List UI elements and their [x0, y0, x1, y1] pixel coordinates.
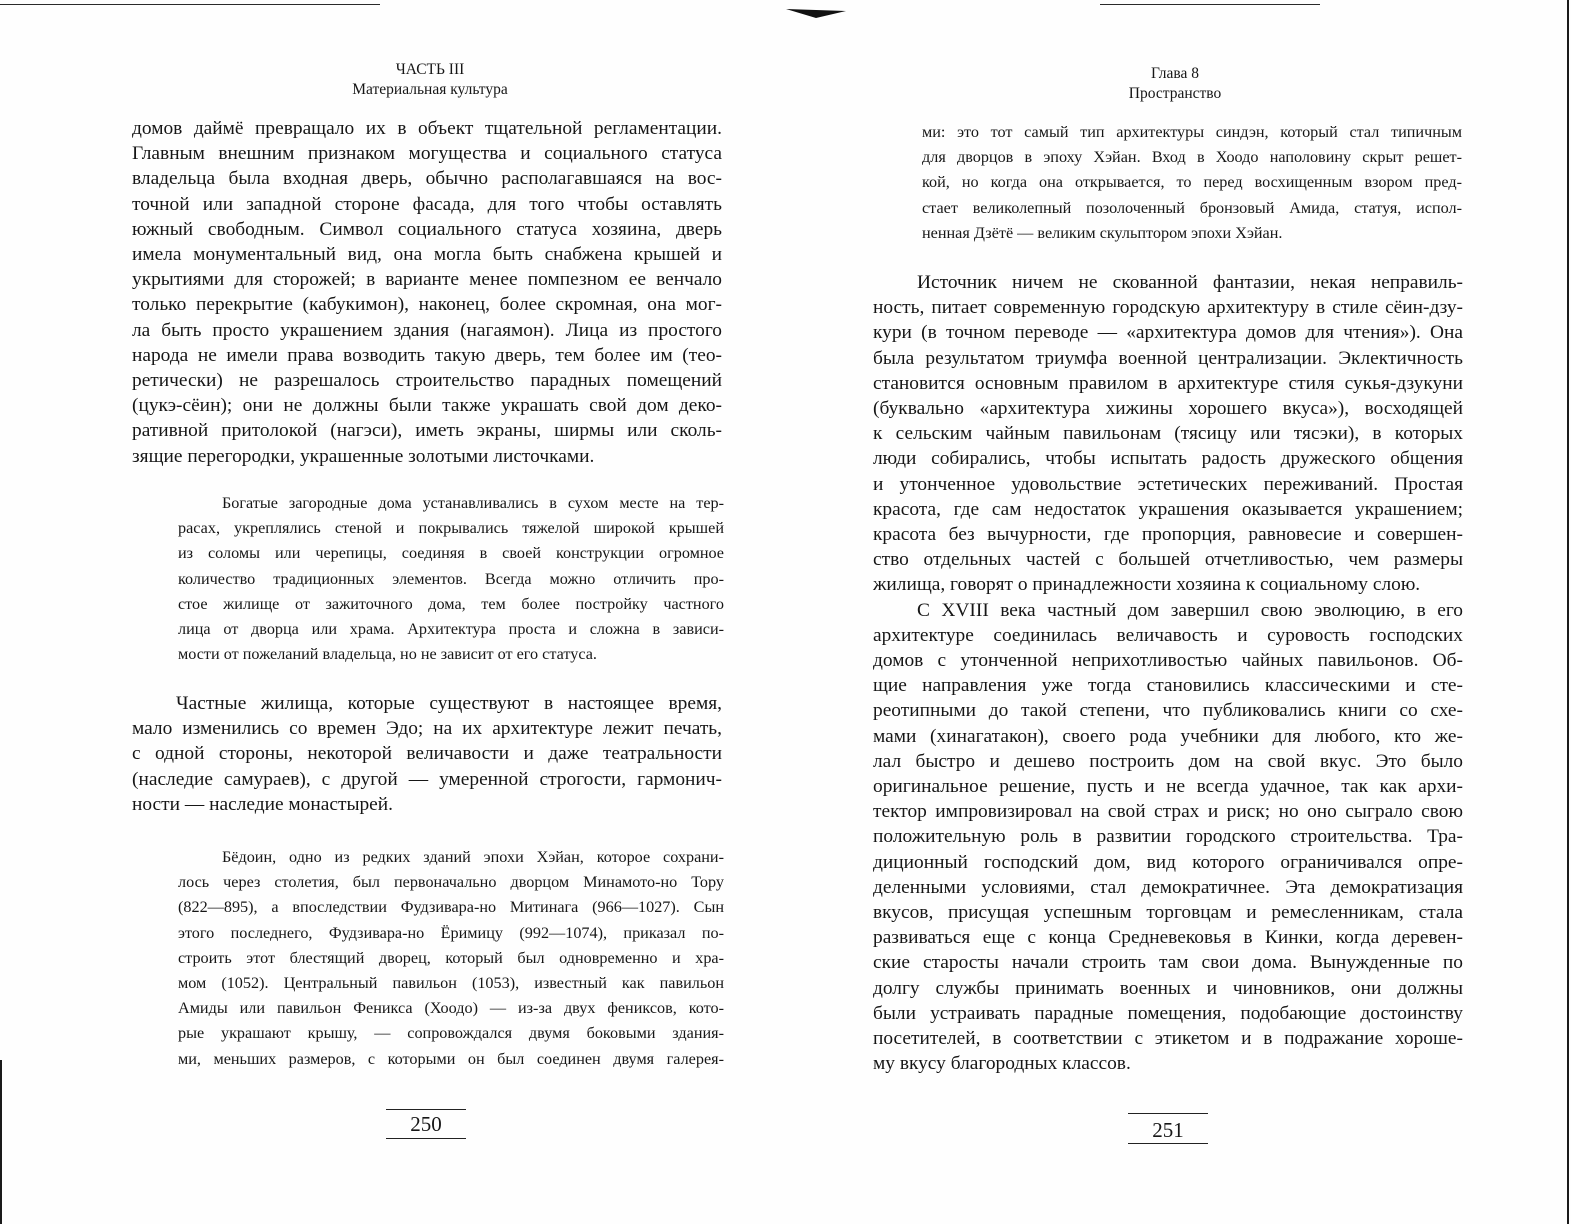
text-line: му вкусу благородных классов. [873, 1053, 1131, 1075]
inset-paragraph [922, 120, 1462, 246]
text-line: этого последнего, Фудзивара-но Ёримицу (992—1074), приказал по- [178, 923, 724, 942]
page-number-rule [386, 1138, 466, 1139]
text-line: кури (в точном переводе — «архитектура домов для чтения»). Она [873, 322, 1463, 344]
left-page [0, 0, 785, 1224]
text-line: архитектуре соединилась величавость и суровость господских [873, 624, 1463, 646]
text-line: лось через столетия, был первоначально дворцом Минамото-но Тору [178, 873, 724, 892]
text-line: ративной притолокой (нагэси), иметь экраны, ширмы или сколь- [132, 420, 722, 442]
text-line: (822—895), а впоследствии Фудзивара-но Митинага (966—1027). Сын [178, 898, 724, 917]
text-line: мало изменились со времен Эдо; на их архитектуре лежит печать, [132, 718, 722, 740]
text-line: вкусов, присущая успешным торговцам и ремесленникам, стала [873, 902, 1463, 924]
text-line: Частные жилища, которые существуют в настоящее время, [176, 693, 722, 714]
text-line: с одной стороны, некоторой величавости и даже театральности [132, 743, 722, 765]
text-line: положительную роль в развитии городского строительства. Тра- [873, 826, 1463, 848]
text-line: Бёдоин, одно из редких зданий эпохи Хэйан, которое сохрани- [222, 848, 724, 866]
paragraph [873, 270, 1463, 1077]
running-head [330, 60, 530, 100]
page-number-rule [1128, 1113, 1208, 1114]
page-number-rule [386, 1109, 466, 1110]
text-line: для дворцов в эпоху Хэйан. Вход в Хоодо наполовину скрыт решет- [922, 148, 1462, 167]
text-line: Амиды или павильон Феникса (Хоодо) — из-за двух фениксов, кото- [178, 999, 724, 1018]
page-number-rule [1128, 1143, 1208, 1144]
text-line: Богатые загородные дома устанавливались в сухом месте на тер- [222, 494, 724, 512]
text-line: ность, питает современную городскую архитектуру в стиле сёин-дзу- [873, 297, 1463, 319]
text-line: ности — наследие монастырей. [132, 793, 393, 815]
text-line: только перекрытие (кабукимон), наконец, более скромная, она мог- [132, 294, 722, 316]
text-line: (цукэ-сёин); они не должны были также украшать свой дом деко- [132, 395, 722, 417]
text-line: владельца была входная дверь, обычно располагавшаяся на вос- [132, 168, 722, 190]
text-line: рые украшают крышу, — сопровождался двумя боковыми здания- [178, 1024, 724, 1043]
text-line: и утонченное удовольствие эстетических переживаний. Простая [873, 473, 1463, 495]
text-line: посетителей, в соответствии с этикетом и в подражание хороше- [873, 1028, 1463, 1050]
text-line: из соломы или черепицы, соединяя в своей конструкции огромное [178, 544, 724, 563]
text-line: была результатом триумфа военной централизации. Эклектичность [873, 347, 1463, 369]
text-line: стает великолепный позолоченный бронзовый Амида, статуя, испол- [922, 198, 1462, 217]
text-line: домов с утонченной неприхотливостью чайных павильонов. Об- [873, 650, 1463, 672]
right-page [785, 0, 1571, 1224]
text-line: ла быть просто украшением здания (нагаямон). Лица из простого [132, 319, 722, 341]
text-line: народа не имели права возводить такую дверь, тем более им (тео- [132, 344, 722, 366]
text-line: красота, где сам недостаток украшения оказывается украшением; [873, 498, 1463, 520]
text-line: жилища, говорят о принадлежности хозяина к социальному слою. [873, 574, 1421, 596]
text-line: развиваться еще с конца Средневековья в Кинки, когда деревен- [873, 927, 1463, 949]
text-line: лица от дворца или храма. Архитектура проста и сложна в зависи- [178, 620, 724, 639]
text-line: красота без вычурности, где пропорция, равновесие и совершен- [873, 524, 1463, 546]
text-line: были устраивать парадные помещения, подобающие достоинству [873, 1002, 1463, 1024]
page-number-value: 250 [410, 1112, 442, 1136]
text-line: ские старосты начали строить там свои дома. Вынужденные по [873, 952, 1463, 974]
paragraph [132, 691, 722, 817]
running-head-title: Пространство [1128, 85, 1222, 102]
running-head [1075, 64, 1275, 104]
inset-paragraph [178, 491, 724, 667]
text-line: точной или западной стороне фасада, для того чтобы оставлять [132, 193, 722, 215]
text-line: мами (хинагатакон), своего рода учебники для любого, кто же- [873, 725, 1463, 747]
running-head-part: ЧАСТЬ III [395, 61, 465, 78]
text-line: ретически) не разрешалось строительство парадных помещений [132, 370, 722, 392]
text-line: ство отдельных частей с большей отчетливостью, чем размеры [873, 549, 1463, 571]
text-line: ненная Дзётё — великим скульптором эпохи Хэйан. [922, 223, 1283, 242]
text-line: ми: это тот самый тип архитектуры синдэн, который стал типичным [922, 123, 1462, 141]
text-line: стое жилище от зажиточного дома, тем более постройку частного [178, 594, 724, 613]
running-head-title: Материальная культура [352, 81, 508, 98]
page-number-value: 251 [1152, 1118, 1184, 1142]
text-line: щие направления уже тогда становились классическими и сте- [873, 675, 1463, 697]
text-line: укрытиями для сторожей; в варианте менее помпезном ее венчало [132, 269, 722, 291]
text-line: долгу службы принимать военных и чиновников, они должны [873, 977, 1463, 999]
text-line: ми, меньших размеров, с которыми он был соединен двумя галерея- [178, 1049, 724, 1068]
text-line: С XVIII века частный дом завершил свою эволюцию, в его [917, 599, 1463, 621]
running-head-chapter: Глава 8 [1150, 65, 1200, 82]
text-line: к сельским чайным павильонам (тясицу или тясэки), в которых [873, 423, 1463, 445]
text-line: южный свободным. Символ социального статуса хозяина, дверь [132, 218, 722, 240]
page-number [386, 1111, 466, 1137]
text-line: зящие перегородки, украшенные золотыми листочками. [132, 445, 595, 467]
text-line: имела монументальный вид, она могла быть снабжена крышей и [132, 244, 722, 266]
text-line: строить этот блестящий дворец, который был одновременно и хра- [178, 948, 724, 967]
text-line: кой, но когда она открывается, то перед восхищенным взором пред- [922, 173, 1462, 192]
text-line: мом (1052). Центральный павильон (1053), известный как павильон [178, 974, 724, 993]
text-line: Источник ничем не скованной фантазии, некая неправиль- [917, 272, 1463, 293]
inset-paragraph [178, 845, 724, 1072]
text-line: становится основным правилом в архитектуре стиля сукья-дзукуни [873, 372, 1463, 394]
text-line: диционный господский дом, вид которого ограничивался опре- [873, 851, 1463, 873]
text-line: оригинальное решение, пусть и не всегда удачное, так как архи- [873, 776, 1463, 798]
text-line: деленными условиями, стал демократичнее. Эта демократизация [873, 876, 1463, 898]
text-line: реотипными до такой степени, что публиковались книги со схе- [873, 700, 1463, 722]
text-line: (наследие самураев), с другой — умеренной строгости, гармонич- [132, 768, 722, 790]
text-line: домов даймё превращало их в объект тщательной регламентации. [132, 118, 722, 139]
text-line: количество традиционных элементов. Всегда можно отличить про- [178, 569, 724, 588]
text-line: тектор импровизировал на свой страх и риск; но оно сыграло свою [873, 801, 1463, 823]
text-line: люди собирались, чтобы испытать радость дружеского общения [873, 448, 1463, 470]
text-line: лал быстро и дешево построить дом на свой вкус. Это было [873, 750, 1463, 772]
text-line: расах, укреплялись стеной и покрывались тяжелой широкой крышей [178, 519, 724, 538]
paragraph [132, 116, 722, 469]
text-line: мости от пожеланий владельца, но не зависит от его статуса. [178, 645, 597, 664]
text-line: (буквально «архитектура хижины хорошего вкуса»), восходящей [873, 398, 1463, 420]
page-number [1128, 1117, 1208, 1143]
text-line: Главным внешним признаком могущества и социального статуса [132, 143, 722, 165]
